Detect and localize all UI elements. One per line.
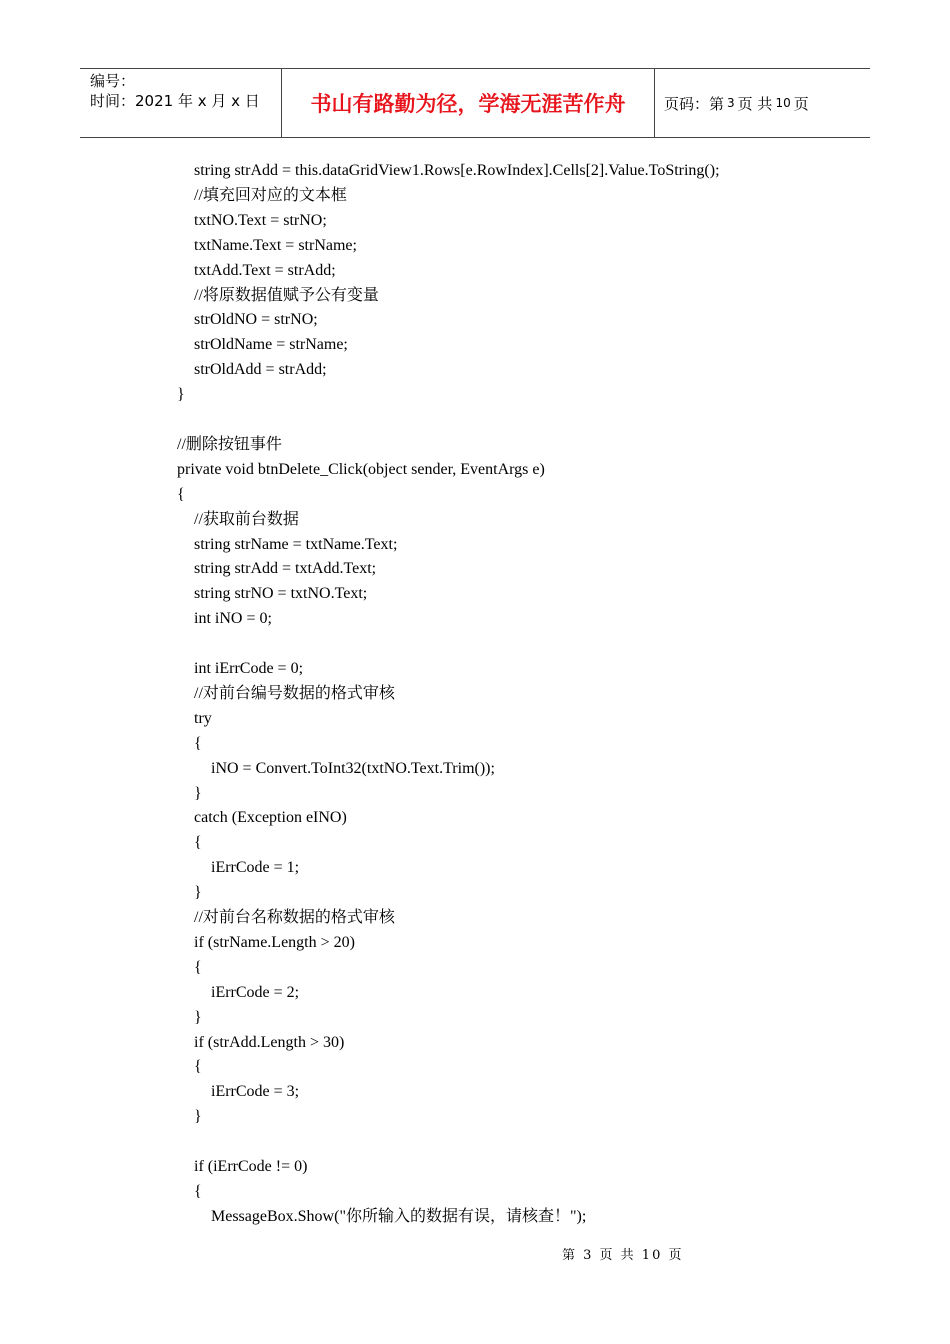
code-line: } xyxy=(194,784,202,802)
code-line: iNO = Convert.ToInt32(txtNO.Text.Trim()); xyxy=(211,759,495,777)
serial-label: 编号： xyxy=(90,72,136,90)
code-line: int iNO = 0; xyxy=(194,610,272,628)
code-line: //对前台编号数据的格式审核 xyxy=(194,684,395,702)
code-line: MessageBox.Show("你所输入的数据有误，请核查！"); xyxy=(211,1207,587,1225)
code-line: } xyxy=(194,1008,202,1026)
code-line: strOldAdd = strAdd; xyxy=(194,361,327,379)
code-line: { xyxy=(194,1182,202,1200)
header-page-info xyxy=(655,69,870,137)
time-label: 时间：2021 年 x 月 x 日 xyxy=(90,92,260,110)
code-line: strOldName = strName; xyxy=(194,336,348,354)
header-meta xyxy=(80,69,281,137)
code-line: //获取前台数据 xyxy=(194,510,299,528)
code-line: txtName.Text = strName; xyxy=(194,236,357,254)
code-line: string strAdd = this.dataGridView1.Rows[e.RowIndex].Cells[2].Value.ToString(); xyxy=(194,162,720,179)
page-suffix: 页 xyxy=(793,94,809,113)
code-line: } xyxy=(177,386,185,404)
page-total: 10 xyxy=(775,96,791,110)
code-line: //删除按钮事件 xyxy=(177,435,282,453)
code-line: if (iErrCode != 0) xyxy=(194,1158,308,1175)
code-line: if (strName.Length > 20) xyxy=(194,933,355,951)
page-header xyxy=(80,68,870,138)
code-line: iErrCode = 3; xyxy=(211,1083,300,1101)
code-line: } xyxy=(194,1108,202,1126)
code-line: { xyxy=(177,485,185,503)
code-line: //填充回对应的文本框 xyxy=(194,186,347,204)
code-line: txtNO.Text = strNO; xyxy=(194,211,327,229)
code-line: { xyxy=(194,734,202,752)
code-line: iErrCode = 2; xyxy=(211,983,300,1001)
code-line: string strName = txtName.Text; xyxy=(194,535,398,553)
code-line: try xyxy=(194,709,212,727)
code-line: { xyxy=(194,1058,202,1076)
page-footer: 第 3 页 共 10 页 xyxy=(562,1248,684,1263)
header-motto: 书山有路勤为径，学海无涯苦作舟 xyxy=(281,69,655,137)
page-mid: 页 共 xyxy=(737,94,773,113)
code-line: } xyxy=(194,884,202,902)
code-line: txtAdd.Text = strAdd; xyxy=(194,261,336,279)
code-line: catch (Exception eINO) xyxy=(194,809,347,827)
code-line: //对前台名称数据的格式审核 xyxy=(194,909,395,926)
code-line: strOldNO = strNO; xyxy=(194,311,318,329)
code-line: string strAdd = txtAdd.Text; xyxy=(194,560,377,578)
page-prefix: 页码：第 xyxy=(664,94,725,113)
code-line: private void btnDelete_Click(object sender, EventArgs e) xyxy=(177,460,545,478)
code-line: { xyxy=(194,834,202,852)
page-number: 3 xyxy=(727,96,735,110)
code-line: string strNO = txtNO.Text; xyxy=(194,585,368,603)
code-line: //将原数据值赋予公有变量 xyxy=(194,286,379,304)
code-line: iErrCode = 1; xyxy=(211,859,300,877)
code-line: int iErrCode = 0; xyxy=(194,660,304,677)
code-line: if (strAdd.Length > 30) xyxy=(194,1033,345,1051)
code-line: { xyxy=(194,958,202,976)
